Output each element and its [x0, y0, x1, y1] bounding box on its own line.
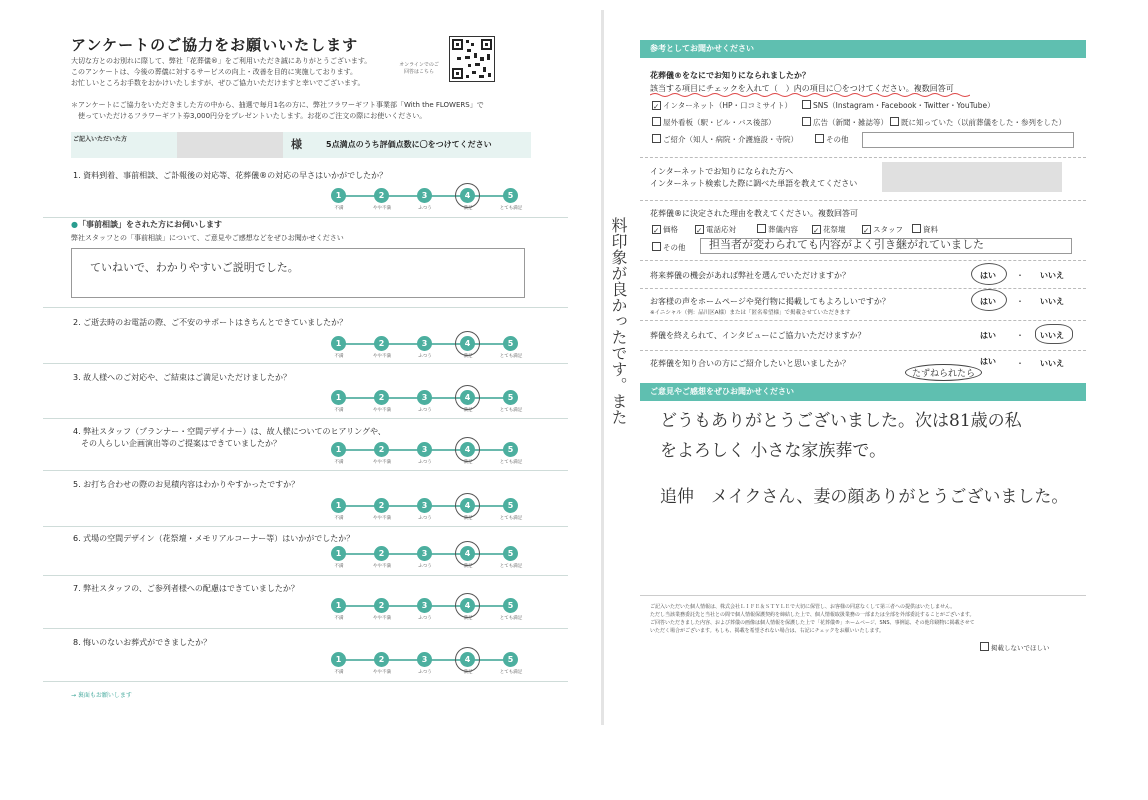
checkbox-icon[interactable] [652, 242, 661, 251]
rating-option-4[interactable]: 4 [460, 390, 475, 405]
yn-no-3[interactable]: いいえ [1040, 331, 1064, 340]
checkbox-checked-icon[interactable]: ✓ [653, 226, 660, 235]
divider [640, 320, 1086, 321]
rating-option-3[interactable]: 3 [417, 188, 432, 203]
know-option-billboard[interactable]: 屋外看板（駅・ビル・バス後部） [652, 117, 776, 128]
decide-other-answer: 担当者が変わられても内容がよく引き継がれていました [709, 238, 984, 251]
rating-option-label: 不満 [334, 460, 344, 465]
divider [640, 595, 1086, 596]
rating-option-label: とても満足 [499, 564, 523, 569]
rating-option-label: ふつう [418, 460, 432, 465]
rating-option-label: 満足 [463, 206, 473, 211]
pre-consult-sub: 弊社スタッフとの「事前相談」について、ご意見やご感想などをぜひお聞かせください [71, 234, 344, 242]
rating-option-label: 不満 [334, 564, 344, 569]
divider [640, 260, 1086, 261]
yn-sep-4: ・ [1016, 359, 1024, 368]
rating-option-2[interactable]: 2 [374, 442, 389, 457]
checkbox-icon[interactable] [802, 117, 811, 126]
divider [640, 288, 1086, 289]
rating-option-label: ふつう [418, 408, 432, 413]
rating-scale-4 [311, 440, 523, 466]
selected-rating-circle [455, 437, 480, 462]
bullet-icon: ● [71, 220, 78, 229]
checkbox-checked-icon[interactable]: ✓ [863, 226, 870, 235]
selected-rating-circle [455, 647, 480, 672]
qr-code-icon[interactable] [449, 36, 495, 82]
rating-option-2[interactable]: 2 [374, 598, 389, 613]
rating-option-5[interactable]: 5 [503, 598, 518, 613]
privacy-notice: ご記入いただいた個人情報は、株式会社ＬＩＦＥ＆ＳＴＹＬＥで大切に保管し、お客様の同意なくして第三者への提供はいたしません。 ただし当該業務委託先と当社との間で個人情報保護契約を締結した上で、個人情報取扱業務の一部または全部を外部委託することがございます。 ご回答いただきました内容、および葬儀の画像は個人情報を保護した上で「花葬儀®」ホームページ、SNS、事例誌、その他印刷物に掲載させて いただく場合がございます。もしも、掲載を希望されない場合は、右記にチェックをお願いいたします。 [650, 604, 975, 634]
yn-no-1[interactable]: いいえ [1040, 271, 1064, 280]
divider [640, 350, 1086, 351]
name-field-redacted[interactable] [177, 132, 283, 158]
yn-yes-1[interactable]: はい [980, 271, 996, 280]
rating-option-label: 不満 [334, 206, 344, 211]
know-option-internet[interactable]: ✓ インターネット（HP・口コミサイト） [653, 101, 792, 111]
q-internet-sub: インターネット検索した際に調べた単語を教えてください [650, 179, 858, 188]
ask-note: たずねられたら [905, 364, 982, 381]
rating-option-3[interactable]: 3 [417, 442, 432, 457]
q-know-instruction: 該当する項目にチェックを入れて（ ）内の項目に〇をつけてください。複数回答可 [650, 84, 954, 93]
rating-option-4[interactable]: 4 [460, 598, 475, 613]
side-note: 料印象が良かったです。また [609, 217, 628, 425]
rating-option-1[interactable]: 1 [331, 390, 346, 405]
answer-circle [971, 289, 1007, 311]
know-option-sns[interactable]: SNS（Instagram・Facebook・Twitter・YouTube） [802, 100, 995, 111]
rating-option-3[interactable]: 3 [417, 652, 432, 667]
know-option-referral[interactable]: ご紹介（知人・病院・介護施設・寺院） [652, 134, 798, 145]
pre-consult-answer-box[interactable] [71, 248, 525, 298]
rating-option-label: ふつう [418, 516, 432, 521]
rating-scale-8 [311, 650, 523, 676]
question-5: 5. お打ち合わせの際のお見積内容はわかりやすかったですか？ [73, 480, 300, 489]
yn-question-4: 花葬儀を知り合いの方にご紹介したいと思いましたか？ [650, 359, 850, 368]
rating-option-2[interactable]: 2 [374, 652, 389, 667]
know-option-other[interactable]: その他 [815, 134, 849, 145]
rating-option-4[interactable]: 4 [460, 442, 475, 457]
checkbox-icon[interactable] [815, 134, 824, 143]
checkbox-icon[interactable] [652, 134, 661, 143]
yn-sep-2: ・ [1016, 297, 1024, 306]
rating-option-label: やや不満 [373, 408, 391, 413]
question-1: 1. 資料到着、事前相談、ご訃報後の対応等、花葬儀®の対応の早さはいかがでしたか？ [73, 171, 388, 180]
divider [43, 575, 568, 576]
rating-scale-1 [311, 186, 523, 212]
rating-option-1[interactable]: 1 [331, 336, 346, 351]
divider [43, 526, 568, 527]
rating-option-label: やや不満 [373, 206, 391, 211]
question-2: 2. ご逝去時のお電話の際、ご不安のサポートはきちんとできていましたか？ [73, 318, 348, 327]
rating-option-label: 満足 [463, 564, 473, 569]
comment-line-3: 追伸 メイクさん、妻の顔ありがとうございました。 [660, 487, 1069, 507]
rating-option-label: とても満足 [499, 354, 523, 359]
rating-option-label: 満足 [463, 354, 473, 359]
selected-rating-circle [455, 183, 480, 208]
rating-option-label: やや不満 [373, 616, 391, 621]
rating-option-4[interactable]: 4 [460, 546, 475, 561]
yn-no-2[interactable]: いいえ [1040, 297, 1064, 306]
rating-scale-3 [311, 388, 523, 414]
comment-line-1: どうもありがとうございました。次は81歳の私 [660, 411, 1022, 431]
checkbox-checked-icon[interactable]: ✓ [696, 226, 703, 235]
q-decide: 花葬儀®に決定された理由を教えてください。複数回答可 [650, 209, 858, 218]
question-3: 3. 故人様へのご対応や、ご結束はご満足いただけましたか？ [73, 373, 292, 382]
rating-option-3[interactable]: 3 [417, 336, 432, 351]
rating-option-label: ふつう [418, 616, 432, 621]
decide-other-field[interactable] [700, 238, 1072, 254]
decide-option-other[interactable]: その他 [652, 242, 686, 253]
rating-option-4[interactable]: 4 [460, 336, 475, 351]
rating-option-label: 満足 [463, 460, 473, 465]
rating-option-2[interactable]: 2 [374, 390, 389, 405]
decide-option-phone[interactable]: ✓ 電話応対 [696, 225, 736, 235]
rating-option-3[interactable]: 3 [417, 498, 432, 513]
rating-option-1[interactable]: 1 [331, 498, 346, 513]
divider [43, 628, 568, 629]
rating-option-label: とても満足 [499, 408, 523, 413]
yn-sep-3: ・ [1016, 331, 1024, 340]
selected-rating-circle [455, 593, 480, 618]
comment-line-2: をよろしく 小さな家族葬で。 [660, 441, 887, 461]
decide-option-staff[interactable]: ✓ スタッフ [863, 225, 903, 235]
yn-question-3: 葬儀を終えられて、インタビューにご協力いただけますか？ [650, 331, 866, 340]
rating-option-label: とても満足 [499, 516, 523, 521]
know-option-already[interactable]: 既に知っていた（以前葬儀をした・参列をした） [890, 117, 1066, 128]
rating-option-label: とても満足 [499, 616, 523, 621]
rating-option-5[interactable]: 5 [503, 652, 518, 667]
survey-back-page [640, 20, 1086, 732]
rating-option-1[interactable]: 1 [331, 598, 346, 613]
survey-front-page [43, 20, 568, 732]
decide-option-content[interactable]: 葬儀内容 [757, 224, 798, 235]
rating-instruction: 5点満点のうち評価点数に〇をつけてください [326, 140, 492, 149]
know-option-ad[interactable]: 広告（新聞・雑誌等） [802, 117, 888, 128]
answer-circle [971, 263, 1007, 285]
rating-option-1[interactable]: 1 [331, 546, 346, 561]
rating-scale-6 [311, 544, 523, 570]
rating-option-label: やや不満 [373, 354, 391, 359]
rating-option-label: 不満 [334, 670, 344, 675]
question-7: 7. 弊社スタッフの、ご参列者様への配慮はできていましたか？ [73, 584, 299, 593]
yn-question-2-note: ※イニシャル（例：品川区A様）または「匿名希望様」で掲載させていただきます [650, 310, 851, 316]
answer-circle [1035, 324, 1073, 344]
rating-option-5[interactable]: 5 [503, 336, 518, 351]
rating-option-3[interactable]: 3 [417, 390, 432, 405]
rating-scale-2 [311, 334, 523, 360]
question-4-line2: その人らしい企画演出等のご提案はできていましたか？ [73, 439, 281, 448]
checkbox-icon[interactable] [912, 224, 921, 233]
rating-option-label: とても満足 [499, 460, 523, 465]
survey-title: アンケートのご協力をお願いいたします [71, 36, 359, 54]
rating-scale-5 [311, 496, 523, 522]
rating-option-4[interactable]: 4 [460, 498, 475, 513]
name-suffix: 様 [291, 138, 302, 151]
rating-option-label: やや不満 [373, 516, 391, 521]
section-header-comments: ご意見やご感想をぜひお聞かせください [640, 383, 1086, 401]
rating-option-1[interactable]: 1 [331, 652, 346, 667]
rating-option-3[interactable]: 3 [417, 546, 432, 561]
search-words-field-redacted[interactable] [882, 162, 1062, 192]
rating-option-5[interactable]: 5 [503, 390, 518, 405]
divider [43, 470, 568, 471]
rating-option-label: 不満 [334, 616, 344, 621]
campaign-note: ＊アンケートにご協力をいただきました方の中から、抽選で毎月1名の方に、弊社フラワーギフト事業部「With the FLOWERS」で 使っていただけるフラワーギフト券3,000円分をプレゼントいたします。お花のご注文の際にお使いください。 [71, 101, 484, 120]
yn-yes-4[interactable]: はい [980, 357, 996, 366]
selected-rating-circle [455, 541, 480, 566]
rating-option-label: とても満足 [499, 206, 523, 211]
selected-rating-circle [455, 385, 480, 410]
rating-option-5[interactable]: 5 [503, 546, 518, 561]
rating-option-label: ふつう [418, 354, 432, 359]
rating-option-label: 満足 [463, 408, 473, 413]
question-8: 8. 悔いのないお葬式ができましたか？ [73, 638, 212, 647]
divider [43, 681, 568, 682]
checkbox-checked-icon[interactable]: ✓ [813, 226, 820, 235]
question-6: 6. 式場の空間デザイン（花祭壇・メモリアルコーナー等）はいかがでしたか？ [73, 534, 355, 543]
wavy-underline-icon [650, 92, 970, 98]
rating-option-1[interactable]: 1 [331, 442, 346, 457]
rating-option-label: やや不満 [373, 460, 391, 465]
footer-note: → 裏面もお願いします [71, 692, 132, 699]
rating-option-3[interactable]: 3 [417, 598, 432, 613]
yn-question-1: 将来葬儀の機会があれば弊社を選んでいただけますか？ [650, 271, 850, 280]
decide-option-altar[interactable]: ✓ 花祭壇 [813, 225, 846, 235]
pre-consult-title: ●「事前相談」をされた方にお伺いします [71, 220, 222, 229]
name-bar [71, 132, 531, 158]
rating-option-label: とても満足 [499, 670, 523, 675]
rating-option-2[interactable]: 2 [374, 336, 389, 351]
rating-option-label: ふつう [418, 206, 432, 211]
intro-text: 大切な方とのお別れに際して、弊社「花葬儀®」をご利用いただき誠にありがとうございます。 このアンケートは、今後の葬儀に対するサービスの向上・改善を目的に実施しております。 お忙しいところお手数をおかけいたしますが、ぜひご協力いただけますと幸いでございます。 [71, 57, 372, 87]
rating-option-5[interactable]: 5 [503, 442, 518, 457]
rating-option-label: やや不満 [373, 564, 391, 569]
checkbox-icon[interactable] [652, 117, 661, 126]
divider [43, 217, 568, 218]
rating-option-label: ふつう [418, 564, 432, 569]
decide-option-price[interactable]: ✓ 価格 [653, 225, 678, 235]
name-label: ご記入いただいた方 [73, 136, 128, 143]
yn-sep-1: ・ [1016, 271, 1024, 280]
no-publish-option[interactable]: 掲載しないでほしい [980, 642, 1050, 652]
yn-yes-2[interactable]: はい [980, 297, 996, 306]
decide-option-material[interactable]: 資料 [912, 224, 938, 235]
yn-question-2: お客様の声をホームページや発行物に掲載してもよろしいですか？ [650, 297, 890, 306]
rating-option-5[interactable]: 5 [503, 188, 518, 203]
page-divider [601, 10, 604, 725]
qr-caption: オンラインでのご回答はこちら [399, 62, 439, 75]
rating-option-4[interactable]: 4 [460, 652, 475, 667]
q-know: 花葬儀®をなにでお知りになられましたか？ [650, 71, 810, 80]
rating-option-label: ふつう [418, 670, 432, 675]
question-4: 4. 弊社スタッフ（プランナー・空間デザイナー）は、故人様についてのヒアリングや、 [73, 427, 386, 436]
rating-option-label: 満足 [463, 670, 473, 675]
checkbox-checked-icon[interactable]: ✓ [653, 102, 660, 111]
yn-no-4[interactable]: いいえ [1040, 359, 1064, 368]
checkbox-icon[interactable] [980, 642, 989, 651]
checkbox-icon[interactable] [757, 224, 766, 233]
divider [43, 418, 568, 419]
rating-option-label: やや不満 [373, 670, 391, 675]
rating-option-label: 不満 [334, 408, 344, 413]
know-other-field[interactable] [862, 132, 1074, 148]
selected-rating-circle [455, 493, 480, 518]
rating-option-label: 満足 [463, 516, 473, 521]
rating-option-2[interactable]: 2 [374, 546, 389, 561]
rating-option-label: 不満 [334, 354, 344, 359]
rating-option-5[interactable]: 5 [503, 498, 518, 513]
rating-option-2[interactable]: 2 [374, 188, 389, 203]
selected-rating-circle [455, 331, 480, 356]
q-internet: インターネットでお知りになられた方へ [650, 167, 794, 176]
pre-consult-answer: ていねいで、わかりやすいご説明でした。 [90, 261, 299, 274]
checkbox-icon[interactable] [890, 117, 899, 126]
section-header-reference: 参考としてお聞かせください [640, 40, 1086, 58]
rating-option-1[interactable]: 1 [331, 188, 346, 203]
checkbox-icon[interactable] [802, 100, 811, 109]
divider [43, 363, 568, 364]
divider [43, 307, 568, 308]
rating-option-label: 不満 [334, 516, 344, 521]
rating-option-2[interactable]: 2 [374, 498, 389, 513]
divider [640, 157, 1086, 158]
rating-scale-7 [311, 596, 523, 622]
divider [640, 200, 1086, 201]
rating-option-4[interactable]: 4 [460, 188, 475, 203]
rating-option-label: 満足 [463, 616, 473, 621]
yn-yes-3[interactable]: はい [980, 331, 996, 340]
